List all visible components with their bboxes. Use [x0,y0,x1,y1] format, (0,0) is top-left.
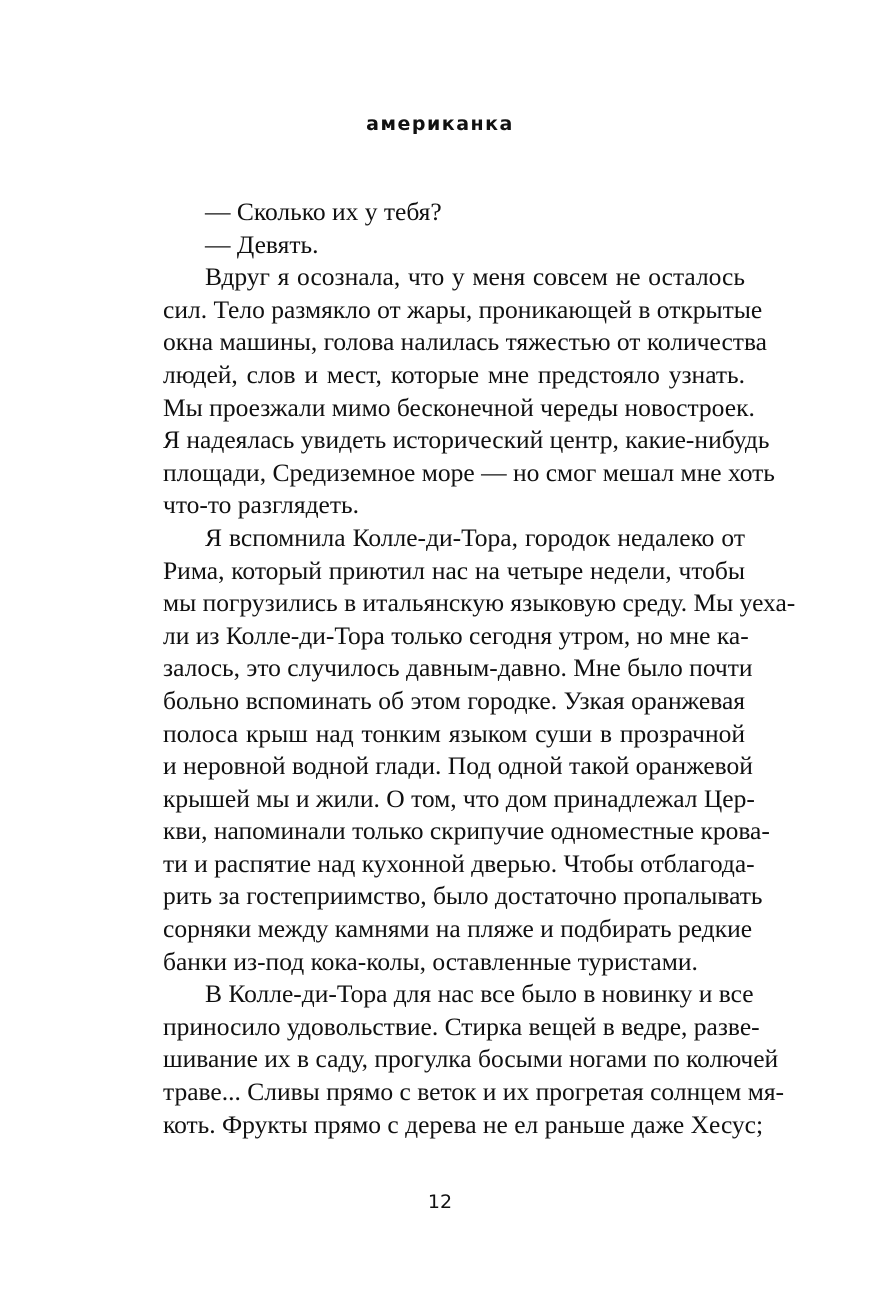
text-line: приносило удовольствие. Стирка вещей в ведре, разве- [163,1011,760,1041]
body-text [163,196,796,1141]
text-line: залось, это случилось давным-давно. Мне было почти [163,653,753,683]
text-line: Мы проезжали мимо бесконечной череды новостроек. [163,392,755,422]
page-number: 12 [427,1191,453,1213]
text-line: людей, слов и мест, которые мне предстояло узнать. [163,359,745,389]
text-line: шивание их в саду, прогулка босыми ногами по колючей [163,1044,779,1074]
text-line: — Девять. [205,229,319,259]
text-line: что-то разглядеть. [163,490,360,520]
text-line: траве... Сливы прямо с веток и их прогретая солнцем мя- [163,1077,785,1107]
text-line: больно вспоминать об этом городке. Узкая оранжевая [163,685,745,715]
text-line: коть. Фрукты прямо с дерева не ел раньше даже Хесус; [163,1109,764,1139]
text-line: ли из Колле-ди-Тора только сегодня утром, но мне ка- [163,620,749,650]
text-line: — Сколько их у тебя? [205,197,442,226]
text-line: сорняки между камнями на пляже и подбирать редкие [163,914,753,944]
text-line: Рима, который приютил нас на четыре недели, чтобы [163,555,745,585]
text-line: полоса крыш над тонким языком суши в прозрачной [163,718,745,748]
text-line: рить за гостеприимство, было достаточно пропалывать [163,881,763,911]
text-line: площади, Средиземное море — но смог мешал мне хоть [163,457,775,487]
text-line: крышей мы и жили. О том, что дом принадлежал Цер- [163,783,755,813]
text-line: и неровной водной глади. Под одной такой оранжевой [163,751,753,781]
text-line: Вдруг я осознала, что у меня совсем не осталось [205,262,745,292]
text-line: кви, напоминали только скрипучие одноместные крова- [163,816,770,846]
text-line: сил. Тело размякло от жары, проникающей в открытые [163,294,763,324]
text-line: мы погрузились в итальянскую языковую среду. Мы уеха- [163,588,796,618]
text-line: ти и распятие над кухонной дверью. Чтобы отблагода- [163,848,755,878]
text-line: банки из-под кока-колы, оставленные туристами. [163,946,698,976]
text-line: Я надеялась увидеть исторический центр, какие-нибудь [163,425,770,455]
text-line: окна машины, голова налилась тяжестью от количества [163,327,767,357]
text-line: Я вспомнила Колле-ди-Тора, городок недалеко от [205,522,745,552]
text-line: В Колле-ди-Тора для нас все было в новинку и все [205,979,754,1009]
running-head: американка [366,113,514,135]
